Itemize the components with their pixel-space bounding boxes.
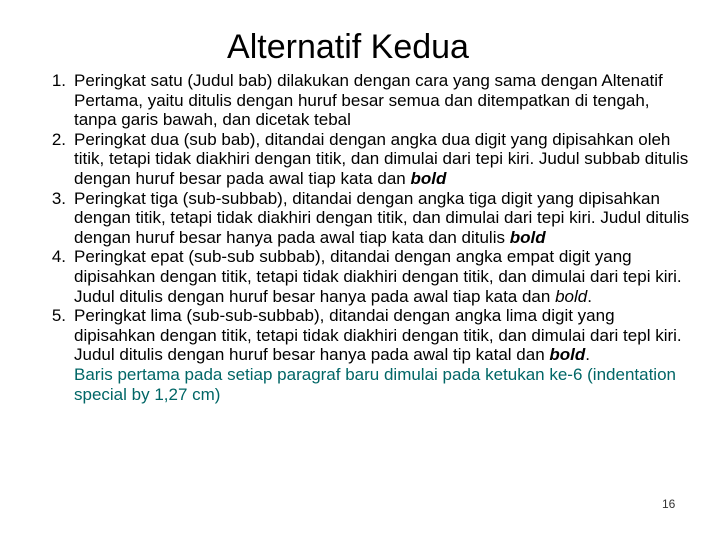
page-number: 16 bbox=[662, 497, 676, 511]
text-run-emphasis: bold bbox=[509, 227, 546, 247]
item-text bbox=[74, 247, 682, 305]
numbered-list bbox=[36, 71, 696, 404]
item-number: 3. bbox=[51, 188, 66, 208]
item-number: 1. bbox=[51, 71, 66, 90]
text-run: Peringkat dua (sub bab), ditandai dengan angka dua digit yang dipisahkan oleh titik, tetapi tidak diakhiri dengan titik, dan dimulai dari tepi kiri. Judul subbab ditulis dengan huruf besar pada awal tiap kata dan bbox=[74, 129, 689, 188]
item-number: 2. bbox=[51, 129, 66, 149]
text-run: Peringkat tiga (sub-subbab), ditandai dengan angka tiga digit yang dipisahkan dengan titik, tetapi tidak diakhiri dengan titik, dan dimulai dari tepi kiri. Judul ditulis dengan huruf besar hanya pada awal tiap kata dan ditulis bbox=[74, 188, 690, 247]
text-run: . bbox=[587, 286, 592, 306]
text-run: Peringkat satu (Judul bab) dilakukan dengan cara yang sama dengan Altenatif Pertama, yaitu ditulis dengan huruf besar semua dan ditempatkan di tengah, tanpa garis bawah, dan dicetak tebal bbox=[74, 71, 663, 130]
list-item bbox=[36, 71, 696, 130]
text-run: Peringkat lima (sub-sub-subbab), ditandai dengan angka lima digit yang dipisahkan dengan titik, tetapi tidak diakhiri dengan titik, dan dimulai dari tepl kiri. Judul ditulis dengan huruf besar hanya pada awal tip katal dan bbox=[74, 306, 682, 365]
list-item bbox=[36, 189, 696, 248]
item-number: 5. bbox=[51, 306, 66, 326]
slide-title: Alternatif Kedua bbox=[227, 28, 469, 66]
list-item bbox=[36, 306, 696, 365]
item-text bbox=[74, 130, 688, 188]
list-item bbox=[36, 247, 696, 306]
text-run-emphasis: bold bbox=[410, 168, 447, 188]
item-text bbox=[74, 306, 682, 364]
item-text bbox=[74, 189, 689, 247]
text-run-emphasis: bold bbox=[549, 345, 586, 365]
item-number: 4. bbox=[51, 247, 66, 267]
text-run: . bbox=[585, 345, 591, 365]
item-text bbox=[74, 71, 663, 129]
note-text: Baris pertama pada setiap paragraf baru dimulai pada ketukan ke-6 (indentation special by 1,27 cm) bbox=[74, 364, 676, 404]
list-item bbox=[36, 130, 696, 189]
text-run: Peringkat epat (sub-sub subbab), ditandai dengan angka empat digit yang dipisahkan dengan titik, tetapi tidak diakhiri dengan titik, dan dimulai dari tepi kiri. Judul ditulis dengan huruf besar hanya pada awal tiap kata dan bbox=[74, 247, 682, 306]
text-run-emphasis: bold bbox=[555, 286, 588, 306]
